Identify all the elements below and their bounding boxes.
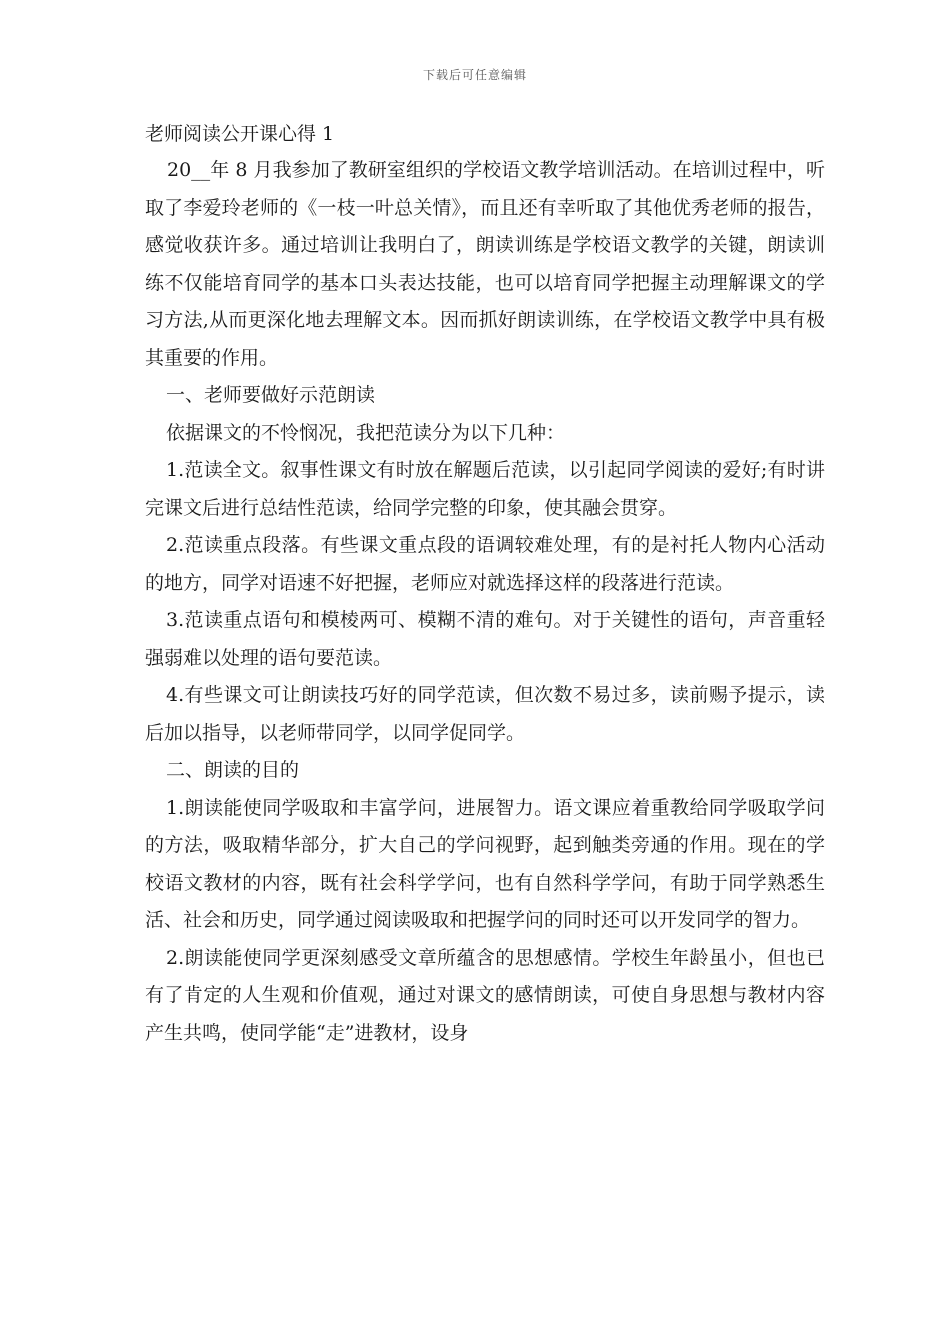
list-item: 2.朗读能使同学更深刻感受文章所蕴含的思想感情。学校生年龄虽小，但也已有了肯定的人生观和价值观，通过对课文的感情朗读，可使自身思想与教材内容产生共鸣，使同学能“走”进教材，设身 — [145, 946, 825, 1044]
header-note: 下载后可任意编辑 — [422, 68, 527, 82]
list-item: 3.范读重点语句和模棱两可、模糊不清的难句。对于关键性的语句，声音重轻强弱难以处理的语句要范读。 — [145, 609, 825, 669]
document-title: 老师阅读公开课心得 1 — [145, 123, 335, 145]
paragraph: 依据课文的不怜悯况，我把范读分为以下几种： — [166, 421, 566, 444]
section-heading-2: 二、朗读的目的 — [166, 759, 300, 781]
section-heading-1: 一、老师要做好示范朗读 — [166, 384, 376, 406]
list-item: 1.朗读能使同学吸取和丰富学问，进展智力。语文课应着重教给同学吸取学问的方法，吸取精华部分，扩大自己的学问视野，起到触类旁通的作用。现在的学校语文教材的内容，既有社会科学学问，也有自然科学学问，有助于同学熟悉生活、社会和历史，同学通过阅读吸取和把握学问的同时还可以开发同学的智力。 — [145, 796, 825, 931]
paragraph-intro: 20__年 8 月我参加了教研室组织的学校语文教学培训活动。在培训过程中，听取了李爱玲老师的《一枝一叶总关情》，而且还有幸听取了其他优秀老师的报告，感觉收获许多。通过培训让我明白了，朗读训练是学校语文教学的关键，朗读训练不仅能培育同学的基本口头表达技能，也可以培育同学把握主动理解课文的学习方法,从而更深化地去理解文本。因而抓好朗读训练，在学校语文教学中具有极其重要的作用。 — [145, 159, 825, 369]
document-body — [145, 120, 825, 1052]
list-item: 1.范读全文。叙事性课文有时放在解题后范读，以引起同学阅读的爱好;有时讲完课文后进行总结性范读，给同学完整的印象，使其融会贯穿。 — [145, 459, 825, 519]
list-item: 2.范读重点段落。有些课文重点段的语调较难处理，有的是衬托人物内心活动的地方，同学对语速不好把握，老师应对就选择这样的段落进行范读。 — [145, 534, 825, 594]
list-item: 4.有些课文可让朗读技巧好的同学范读，但次数不易过多，读前赐予提示，读后加以指导，以老师带同学，以同学促同学。 — [145, 684, 825, 744]
